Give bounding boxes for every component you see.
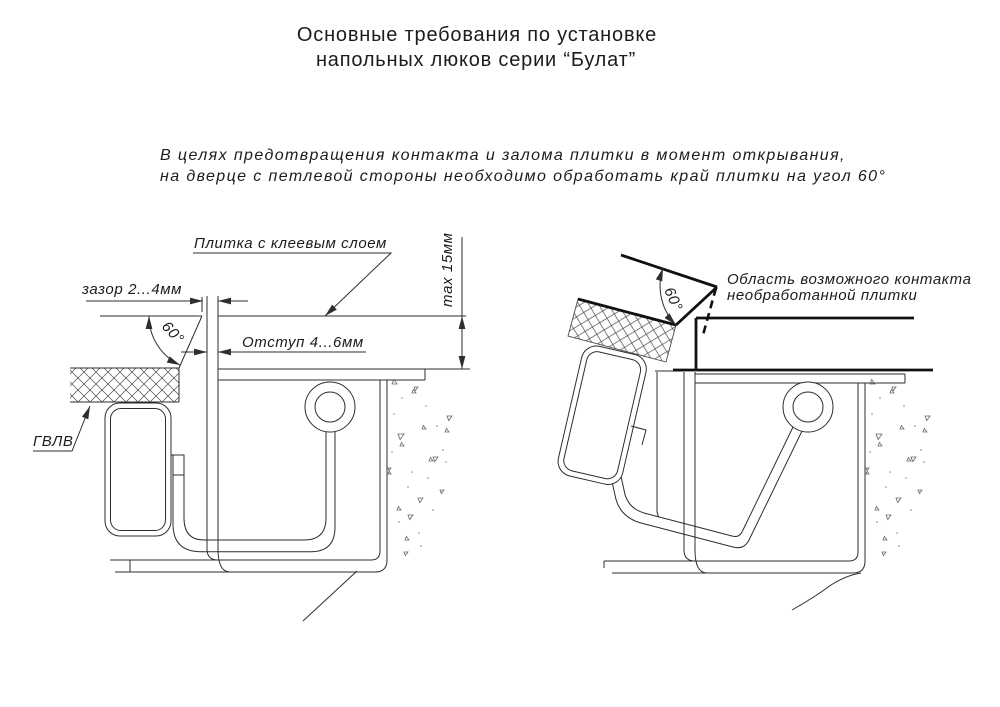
contact-label-line2: необработанной плитки <box>727 287 918 304</box>
left-view-closed-hatch <box>33 232 470 621</box>
break-line <box>792 573 861 610</box>
break-line <box>303 571 357 621</box>
dim-offset-label: Отступ 4...6мм <box>242 334 364 351</box>
dim-max-height <box>439 232 465 369</box>
hinge-strap <box>605 425 803 548</box>
gvl-board <box>70 368 179 402</box>
note-line1: В целях предотвращения контакта и залома плитки в момент открывания, <box>160 147 846 164</box>
right-view-open-hatch <box>555 255 971 610</box>
dim-angle-60 <box>146 316 188 368</box>
label-tile-leader <box>193 235 391 318</box>
angle-label: 60° <box>158 318 188 348</box>
dim-gap-label: зазор 2...4мм <box>82 281 183 298</box>
label-gvl-leader <box>33 405 93 451</box>
concrete-area <box>388 380 452 556</box>
door-tube-profile <box>105 403 171 536</box>
untreated-tile-surface <box>621 255 717 287</box>
tile-label: Плитка с клеевым слоем <box>194 235 387 252</box>
frame-lip <box>657 372 667 522</box>
hinge-pivot <box>305 382 355 432</box>
page-title-line2: напольных люков серии “Булат” <box>315 49 637 71</box>
concrete-area <box>866 380 930 556</box>
hinge-pivot <box>783 382 833 432</box>
label-contact-area <box>727 271 972 304</box>
note-line2: на дверце с петлевой стороны необходимо обработать край плитки на угол 60° <box>160 168 887 185</box>
door-tube-profile <box>555 343 649 487</box>
dim-offset <box>181 334 366 355</box>
gvl-label: ГВЛВ <box>33 433 74 450</box>
hinge-strap <box>173 426 335 552</box>
page-title-line1: Основные требования по установке <box>296 24 658 46</box>
frame-wall <box>207 296 230 572</box>
dim-max-label: max 15мм <box>439 232 456 307</box>
frame-profile <box>604 371 905 610</box>
tile-bevel-60 <box>179 316 202 368</box>
dim-gap <box>81 281 248 304</box>
tile-section <box>100 297 466 368</box>
frame-wall <box>684 372 707 573</box>
angle-label: 60° <box>660 284 686 314</box>
contact-label-line1: Область возможного контакта <box>727 271 972 288</box>
